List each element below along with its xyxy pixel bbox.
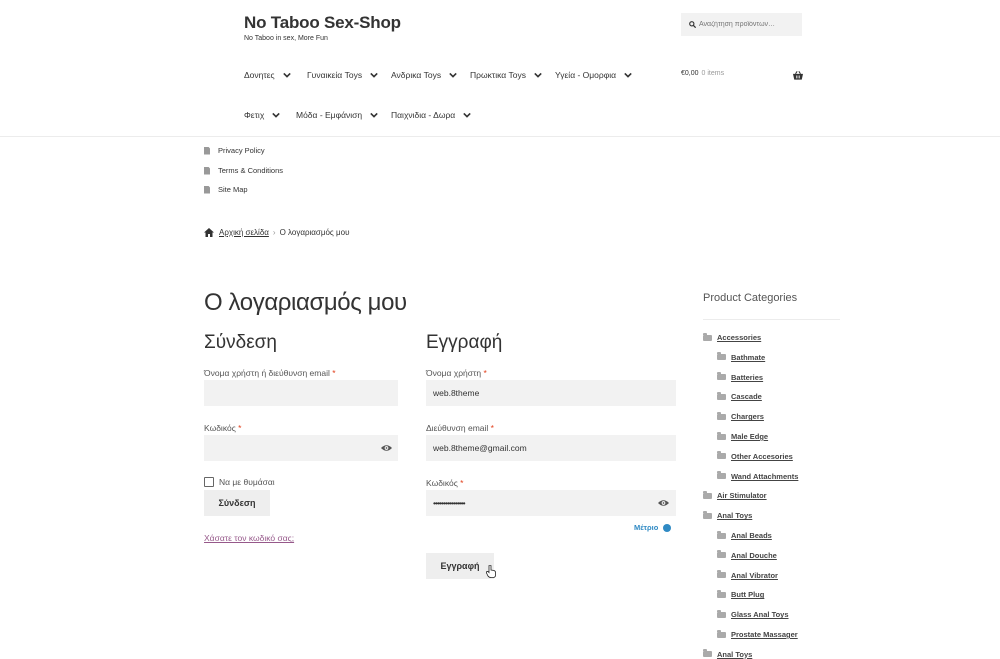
category-item[interactable] (717, 412, 764, 421)
basket-icon (793, 71, 803, 80)
chevron-down-icon (370, 71, 378, 79)
category-label: Anal Toys (717, 649, 753, 659)
search-box[interactable] (681, 13, 802, 36)
required-mark: * (460, 478, 464, 488)
login-password-label (204, 423, 241, 433)
category-item[interactable] (717, 610, 789, 619)
breadcrumb (204, 228, 349, 237)
nav-label: Υγεία - Ομορφια (555, 70, 617, 80)
remember-me-checkbox[interactable] (204, 477, 214, 487)
nav-item-vibrators[interactable] (244, 70, 291, 80)
chevron-down-icon (463, 111, 471, 119)
category-item[interactable] (717, 571, 778, 580)
category-item[interactable] (717, 452, 793, 461)
required-mark: * (332, 368, 336, 378)
product-categories-title: Product Categories (703, 292, 798, 304)
label-text: Διεύθυνση email (426, 423, 489, 433)
folder-icon (703, 335, 712, 341)
category-item[interactable] (703, 333, 761, 342)
required-mark: * (238, 423, 242, 433)
category-label: Butt Plug (731, 590, 765, 600)
site-tagline: No Taboo in sex, More Fun (244, 35, 328, 42)
folder-icon (717, 572, 726, 578)
category-label: Bathmate (731, 352, 766, 362)
divider (703, 319, 840, 320)
category-label: Chargers (731, 412, 764, 422)
category-label: Anal Douche (731, 550, 777, 560)
cart-items-count: 0 items (701, 70, 725, 77)
category-item[interactable] (703, 491, 767, 500)
nav-label: Δονητες (244, 70, 275, 80)
search-icon (689, 21, 696, 28)
nav-label: Μόδα - Εμφάνιση (296, 110, 363, 120)
category-item[interactable] (717, 392, 762, 401)
chevron-down-icon (449, 71, 457, 79)
hand-cursor-icon (486, 565, 496, 578)
folder-icon (717, 354, 726, 360)
category-label: Anal Toys (717, 511, 753, 521)
category-item[interactable] (717, 373, 763, 382)
nav-label: Φετιχ (244, 110, 265, 120)
label-text: Όνομα χρήστη (426, 368, 482, 378)
category-item[interactable] (717, 432, 768, 441)
breadcrumb-current: Ο λογαριασμός μου (279, 228, 350, 237)
chevron-down-icon (534, 71, 542, 79)
remember-me-label: Να με θυμάσαι (219, 477, 275, 487)
category-item[interactable] (717, 590, 764, 599)
nav-label: Γυναικεία Toys (307, 70, 363, 80)
page-link-label: Site Map (218, 185, 248, 194)
category-label: Batteries (731, 372, 764, 382)
site-title[interactable]: No Taboo Sex-Shop (244, 13, 401, 32)
category-label: Male Edge (731, 432, 769, 441)
nav-label: Πρωκτικα Toys (470, 70, 527, 80)
required-mark: * (483, 368, 487, 378)
category-item[interactable] (717, 551, 777, 560)
folder-icon (717, 552, 726, 558)
search-input[interactable] (699, 13, 799, 36)
chevron-down-icon (624, 71, 632, 79)
label-text: Κωδικός (426, 478, 458, 488)
category-label: Accessories (717, 333, 762, 342)
category-label: Other Accesories (731, 451, 793, 461)
page-link-terms[interactable] (204, 166, 283, 175)
register-heading: Εγγραφή (426, 332, 503, 353)
nav-item-health-beauty[interactable] (555, 70, 632, 80)
password-strength-label: Μέτριο (634, 523, 659, 532)
folder-icon (703, 651, 712, 657)
folder-icon (717, 453, 726, 459)
document-icon (204, 167, 210, 175)
nav-item-anal-toys[interactable] (470, 70, 542, 80)
page-link-sitemap[interactable] (204, 185, 248, 194)
page-link-label: Privacy Policy (218, 146, 265, 155)
category-item[interactable] (717, 353, 765, 362)
folder-icon (717, 414, 726, 420)
folder-icon (717, 533, 726, 539)
lost-password-link[interactable]: Χάσατε τον κωδικό σας; (204, 533, 295, 543)
category-label: Glass Anal Toys (731, 610, 789, 620)
folder-icon (717, 612, 726, 618)
page-link-privacy[interactable] (204, 146, 265, 155)
nav-item-fashion[interactable] (296, 110, 378, 120)
register-password-label (426, 478, 463, 488)
login-button[interactable]: Σύνδεση (204, 490, 270, 516)
register-email-label (426, 423, 494, 433)
category-label: Wand Attachments (731, 471, 799, 481)
folder-icon (717, 592, 726, 598)
label-text: Κωδικός (204, 423, 236, 433)
cart-amount: €0,00 (681, 70, 699, 77)
category-item[interactable] (717, 630, 798, 639)
folder-icon (717, 394, 726, 400)
category-label: Prostate Massager (731, 630, 798, 639)
folder-icon (703, 493, 712, 499)
category-item[interactable] (717, 531, 772, 540)
nav-item-men-toys[interactable] (391, 70, 457, 80)
register-button[interactable]: Εγγραφή (426, 553, 494, 579)
page-link-label: Terms & Conditions (218, 166, 284, 175)
folder-icon (717, 374, 726, 380)
breadcrumb-separator: › (272, 228, 276, 237)
register-email-input[interactable] (426, 435, 676, 461)
document-icon (204, 147, 210, 155)
chevron-down-icon (283, 71, 291, 79)
category-label: Anal Beads (731, 531, 772, 540)
nav-label: Ανδρικα Toys (391, 70, 442, 80)
home-icon (204, 228, 214, 237)
nav-item-fetish[interactable] (244, 110, 280, 120)
breadcrumb-home-link[interactable]: Αρχική σελίδα (219, 228, 269, 237)
show-password-eye-icon[interactable] (658, 499, 669, 507)
login-username-input[interactable] (204, 380, 398, 406)
login-heading: Σύνδεση (204, 332, 277, 353)
info-icon[interactable] (663, 524, 671, 532)
category-label: Air Stimulator (717, 491, 767, 501)
password-strength-meter (634, 523, 671, 532)
login-username-label (204, 368, 336, 378)
category-label: Anal Vibrator (731, 570, 778, 580)
header-cart[interactable] (681, 70, 803, 84)
nav-label: Παιχνιδια - Δωρα (391, 110, 456, 120)
register-username-input[interactable] (426, 380, 676, 406)
nav-item-games-gifts[interactable] (391, 110, 471, 120)
category-item[interactable] (717, 472, 798, 481)
required-mark: * (490, 423, 494, 433)
label-text: Όνομα χρήστη ή διεύθυνση email (204, 368, 330, 378)
site-header (0, 0, 1000, 137)
document-icon (204, 186, 210, 194)
category-item[interactable] (703, 511, 752, 520)
category-item[interactable] (703, 650, 752, 659)
page-title: Ο λογαριασμός μου (204, 289, 407, 316)
category-label: Cascade (731, 392, 762, 402)
login-password-input[interactable] (204, 435, 398, 461)
nav-item-women-toys[interactable] (307, 70, 378, 80)
register-password-input[interactable] (426, 490, 676, 516)
register-username-label (426, 368, 487, 378)
folder-icon (717, 434, 726, 440)
folder-icon (703, 513, 712, 519)
chevron-down-icon (272, 111, 280, 119)
chevron-down-icon (370, 111, 378, 119)
remember-me[interactable] (204, 477, 275, 487)
show-password-eye-icon[interactable] (381, 444, 392, 452)
folder-icon (717, 473, 726, 479)
folder-icon (717, 632, 726, 638)
